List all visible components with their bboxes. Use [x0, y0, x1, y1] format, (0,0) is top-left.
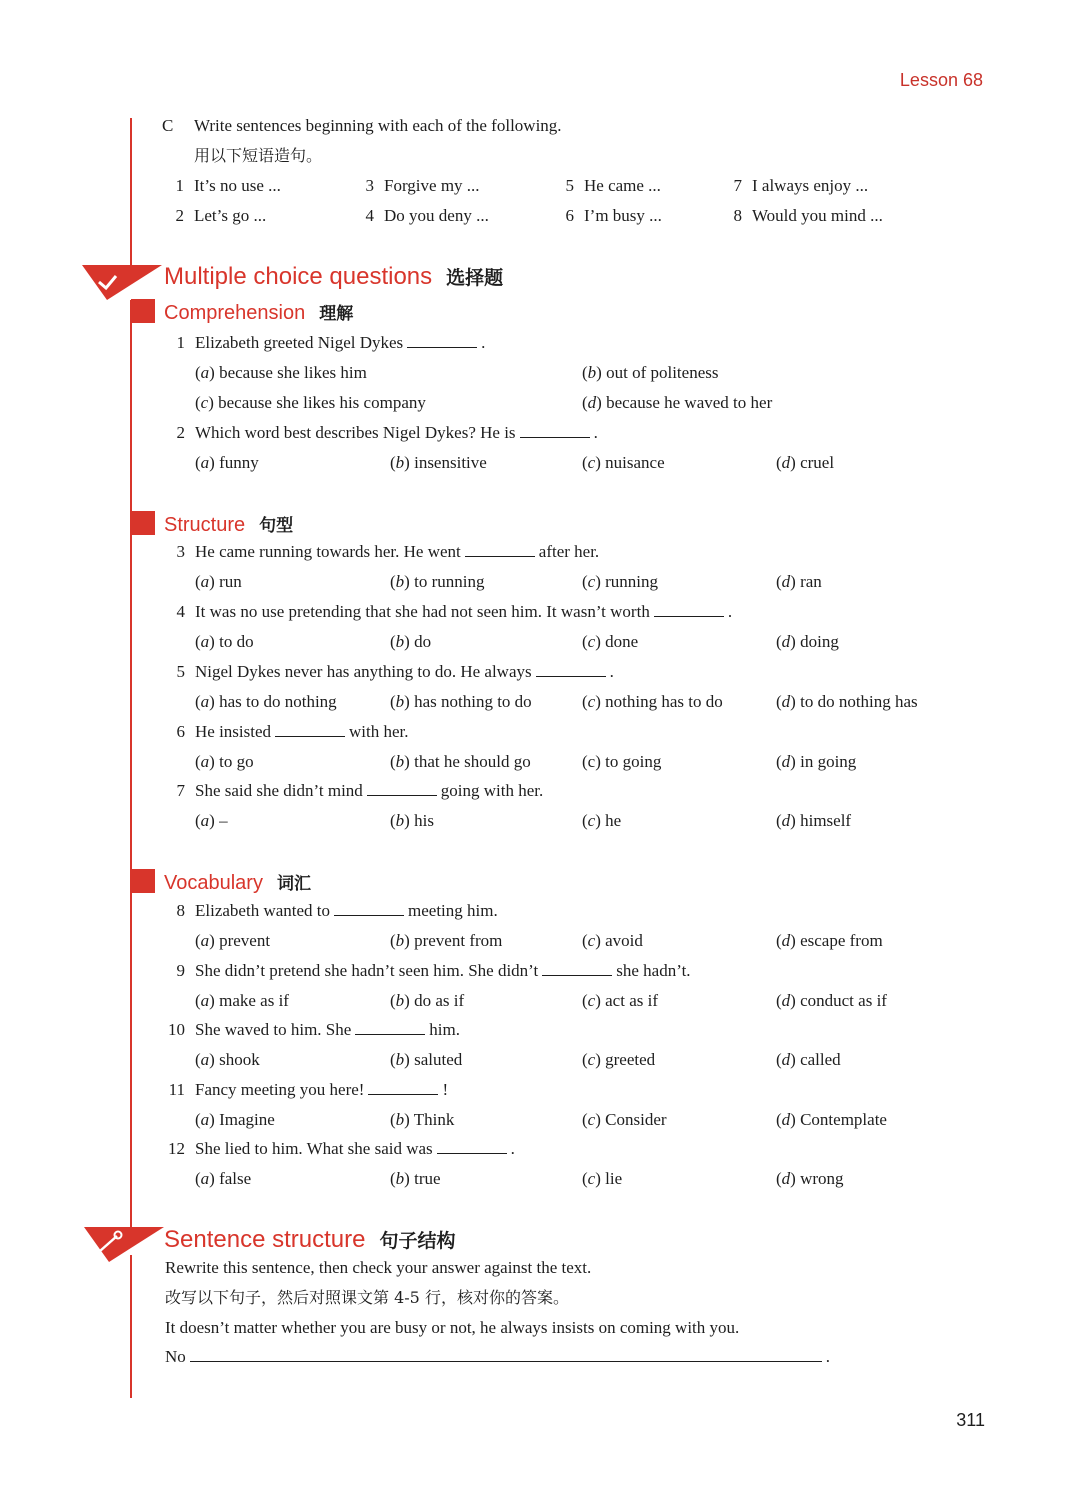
question-10: 10 She waved to him. She him.	[168, 1020, 460, 1039]
question-5: 5 Nigel Dykes never has anything to do. He always .	[176, 662, 614, 681]
option-b: (b) true	[390, 1169, 441, 1188]
option-a: (a) false	[195, 1169, 252, 1188]
wrench-badge-icon	[84, 1224, 166, 1264]
option-a: (a) Imagine	[195, 1110, 275, 1129]
option-c: (c) because she likes his company	[195, 393, 426, 412]
option-c: (c) to going	[582, 752, 662, 771]
phrase-item: 4 Do you deny ...	[365, 206, 489, 225]
option-c: (c) nuisance	[582, 453, 665, 472]
option-d: (d) cruel	[776, 453, 835, 472]
phrase-item: 3 Forgive my ...	[365, 176, 480, 195]
phrase-item: 6 I’m busy ...	[565, 206, 662, 225]
margin-rule-middle	[130, 300, 132, 1235]
option-c: (c) done	[582, 632, 639, 651]
option-a: (a) –	[195, 811, 228, 830]
vocabulary-heading: Vocabulary 词汇	[164, 872, 311, 894]
option-c: (c) Consider	[582, 1110, 667, 1129]
sentence-structure-heading: Sentence structure 句子结构	[164, 1226, 456, 1253]
question-9: 9 She didn’t pretend she hadn’t seen him. She didn’t she hadn’t.	[176, 961, 691, 980]
sentence-to-rewrite: It doesn’t matter whether you are busy or not, he always insists on coming with you.	[165, 1318, 740, 1337]
answer-line[interactable]: No .	[165, 1347, 831, 1366]
vocabulary-marker	[131, 869, 155, 893]
option-b: (b) has nothing to do	[390, 692, 532, 711]
structure-heading: Structure 句型	[164, 514, 294, 536]
comprehension-heading: Comprehension 理解	[164, 302, 354, 324]
check-badge-icon	[82, 262, 164, 302]
mcq-heading: Multiple choice questions 选择题	[164, 263, 504, 290]
option-b: (b) do as if	[390, 991, 465, 1010]
question-1: 1 Elizabeth greeted Nigel Dykes .	[176, 333, 486, 352]
option-c: (c) lie	[582, 1169, 623, 1188]
question-6: 6 He insisted with her.	[176, 722, 409, 741]
margin-rule-bottom	[130, 1255, 132, 1398]
lesson-label: Lesson 68	[899, 70, 983, 90]
option-a: (a) to go	[195, 752, 254, 771]
question-12: 12 She lied to him. What she said was .	[168, 1139, 515, 1158]
option-d: (d) in going	[776, 752, 857, 771]
sentence-structure-instruction-cn: 改写以下句子，然后对照课文第 4-5 行，核对你的答案。	[165, 1288, 569, 1307]
option-c: (c) act as if	[582, 991, 658, 1010]
option-c: (c) running	[582, 572, 659, 591]
question-2: 2 Which word best describes Nigel Dykes? He is .	[176, 423, 598, 442]
option-b: (b) saluted	[390, 1050, 463, 1069]
question-11: 11 Fancy meeting you here! !	[168, 1080, 449, 1099]
option-a: (a) shook	[195, 1050, 260, 1069]
option-d: (d) ran	[776, 572, 822, 591]
option-a: (a) funny	[195, 453, 259, 472]
phrase-item: 8 Would you mind ...	[733, 206, 883, 225]
section-c-instruction: Write sentences beginning with each of the following.	[194, 116, 562, 135]
sentence-structure-instruction: Rewrite this sentence, then check your answer against the text.	[165, 1258, 592, 1277]
option-a: (a) run	[195, 572, 242, 591]
option-a: (a) because she likes him	[195, 363, 367, 382]
option-b: (b) insensitive	[390, 453, 487, 472]
option-d: (d) Contemplate	[776, 1110, 887, 1129]
comprehension-marker	[131, 299, 155, 323]
option-b: (b) out of politeness	[582, 363, 719, 382]
option-d: (d) called	[776, 1050, 841, 1069]
option-d: (d) conduct as if	[776, 991, 887, 1010]
structure-marker	[131, 511, 155, 535]
option-a: (a) has to do nothing	[195, 692, 337, 711]
option-d: (d) doing	[776, 632, 839, 651]
option-b: (b) that he should go	[390, 752, 531, 771]
option-a: (a) make as if	[195, 991, 289, 1010]
option-c: (c) greeted	[582, 1050, 656, 1069]
option-d: (d) because he waved to her	[582, 393, 773, 412]
phrase-item: 5 He came ...	[565, 176, 661, 195]
option-b: (b) to running	[390, 572, 485, 591]
page-number: 311	[956, 1410, 985, 1430]
question-7: 7 She said she didn’t mind going with her.	[176, 781, 544, 800]
option-a: (a) to do	[195, 632, 254, 651]
option-b: (b) do	[390, 632, 432, 651]
question-3: 3 He came running towards her. He went after her.	[176, 542, 600, 561]
option-c: (c) avoid	[582, 931, 643, 950]
question-4: 4 It was no use pretending that she had not seen him. It wasn’t worth .	[176, 602, 733, 621]
option-b: (b) Think	[390, 1110, 455, 1129]
section-c-instruction-cn: 用以下短语造句。	[194, 146, 323, 165]
phrase-item: 1 It’s no use ...	[175, 176, 281, 195]
phrase-item: 2 Let’s go ...	[175, 206, 267, 225]
option-c: (c) nothing has to do	[582, 692, 723, 711]
option-d: (d) wrong	[776, 1169, 844, 1188]
option-a: (a) prevent	[195, 931, 271, 950]
phrase-item: 7 I always enjoy ...	[733, 176, 869, 195]
section-c-letter: C	[162, 116, 174, 135]
margin-rule-top	[130, 118, 132, 283]
option-d: (d) escape from	[776, 931, 883, 950]
option-b: (b) prevent from	[390, 931, 503, 950]
question-8: 8 Elizabeth wanted to meeting him.	[176, 901, 498, 920]
option-b: (b) his	[390, 811, 434, 830]
option-c: (c) he	[582, 811, 622, 830]
option-d: (d) to do nothing has	[776, 692, 918, 711]
option-d: (d) himself	[776, 811, 852, 830]
